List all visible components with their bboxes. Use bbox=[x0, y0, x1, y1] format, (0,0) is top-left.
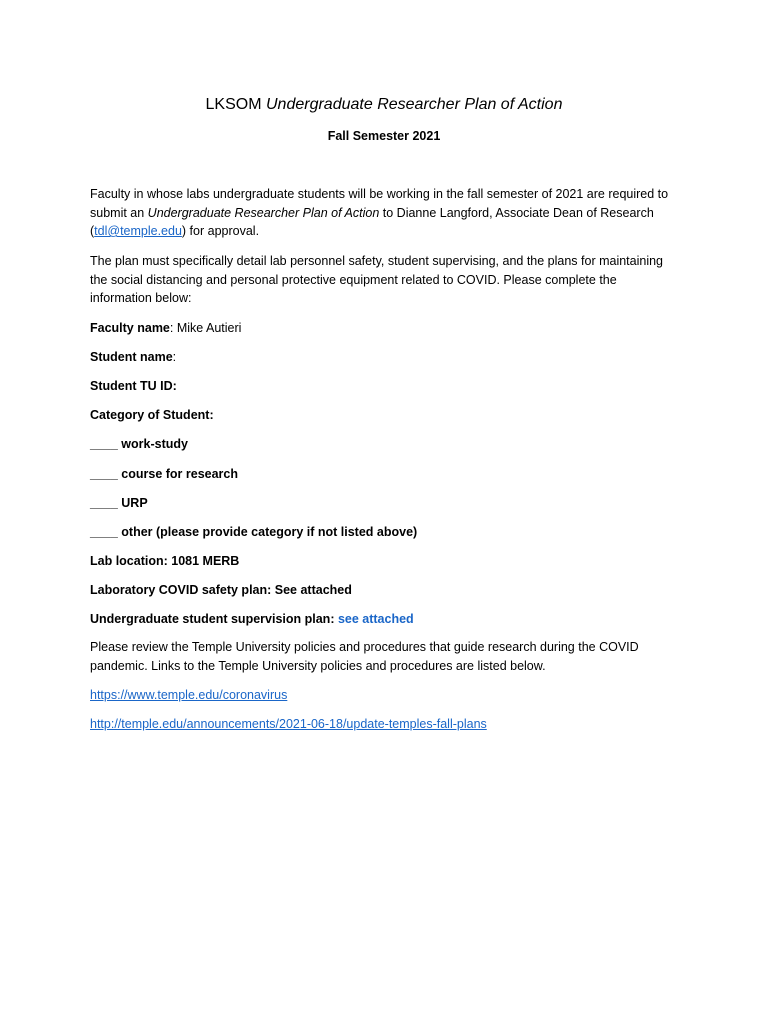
title-prefix: LKSOM bbox=[205, 96, 266, 113]
option-course-research: ____ course for research bbox=[90, 467, 239, 481]
fall-plans-link[interactable]: http://temple.edu/announcements/2021-06-18/update-temples-fall-plans bbox=[90, 717, 487, 731]
student-name-line bbox=[90, 348, 690, 366]
lab-location: Lab location: 1081 MERB bbox=[90, 554, 240, 568]
faculty-name-line bbox=[90, 319, 690, 337]
supervision-plan-line bbox=[90, 610, 690, 628]
title-italic: Undergraduate Researcher Plan of Action bbox=[266, 96, 563, 113]
intro-text-c: ) for approval. bbox=[181, 224, 260, 238]
supervision-plan-label: Undergraduate student supervision plan: bbox=[90, 612, 338, 626]
covid-safety-plan: Laboratory COVID safety plan: See attached bbox=[90, 583, 352, 597]
intro-paragraph-1 bbox=[90, 185, 680, 241]
coronavirus-link[interactable]: https://www.temple.edu/coronavirus bbox=[90, 688, 288, 702]
student-tuid-label: Student TU ID: bbox=[90, 379, 177, 393]
option-urp: ____ URP bbox=[90, 496, 148, 510]
document-subtitle: Fall Semester 2021 bbox=[327, 129, 441, 143]
link-line-2 bbox=[90, 715, 690, 733]
link-line-1 bbox=[90, 686, 690, 704]
document-title bbox=[0, 94, 768, 116]
faculty-name-value: : Mike Autieri bbox=[169, 321, 242, 335]
student-name-label: Student name bbox=[90, 350, 173, 364]
option-work-study: ____ work-study bbox=[90, 437, 188, 451]
faculty-name-label: Faculty name bbox=[90, 321, 170, 335]
category-label: Category of Student: bbox=[90, 408, 214, 422]
supervision-plan-value: see attached bbox=[337, 612, 414, 626]
intro-text-a: Faculty in whose labs undergraduate students will be working in the fall semester of 2021 are required to submit an bbox=[90, 187, 669, 220]
intro-text-italic: Undergraduate Researcher Plan of Action bbox=[147, 205, 380, 220]
student-name-colon: : bbox=[172, 350, 177, 364]
option-other: ____ other (please provide category if not listed above) bbox=[90, 525, 418, 539]
email-link[interactable]: tdl@temple.edu bbox=[94, 224, 182, 238]
intro-text-b: to Dianne Langford, Associate Dean of Research ( bbox=[90, 205, 654, 238]
intro-paragraph-2: The plan must specifically detail lab personnel safety, student supervising, and the plans for maintaining the social distancing and personal protective equipment related to COVID. Please complete the information below: bbox=[90, 254, 664, 305]
closing-paragraph: Please review the Temple University policies and procedures that guide research during the COVID pandemic. Links to the Temple University policies and procedures are listed below. bbox=[90, 640, 639, 673]
